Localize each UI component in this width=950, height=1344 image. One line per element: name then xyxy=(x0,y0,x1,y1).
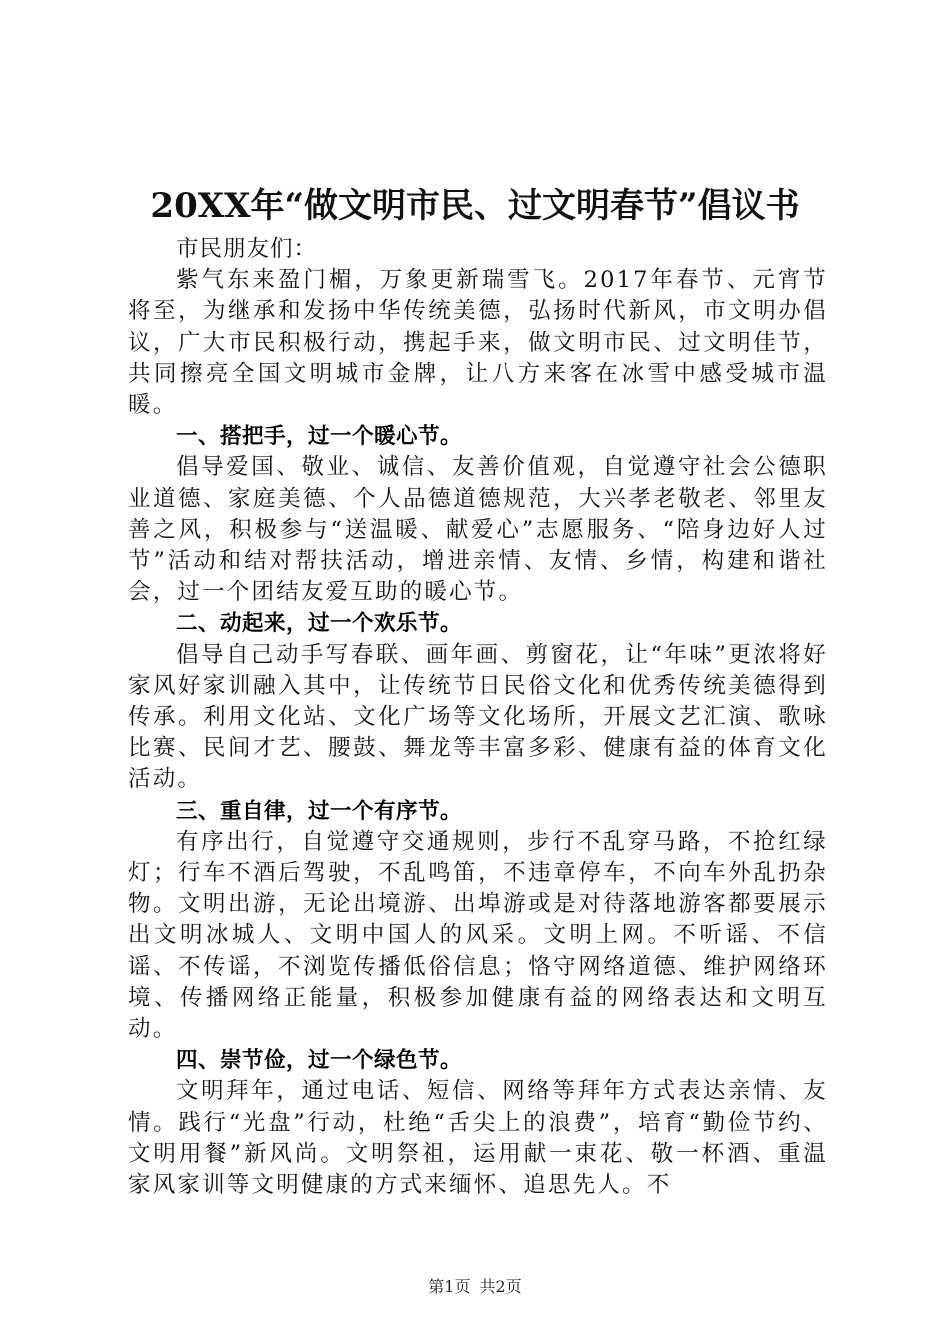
section-paragraph: 有序出行，自觉遵守交通规则，步行不乱穿马路，不抢红绿灯；行车不酒后驾驶，不乱鸣笛，不违章停车，不向车外乱扔杂物。文明出游，无论出境游、出埠游或是对待落地游客都要展示出文明冰城人、文明中国人的风采。文明上网。不听谣、不信谣、不传谣，不浏览传播低俗信息；恪守网络道德、维护网络环境、传播网络正能量，积极参加健康有益的网络表达和文明互动。 xyxy=(128,828,828,1043)
section-heading: 一、搭把手，过一个暖心节。 xyxy=(176,424,463,450)
page-number-total: 共2页 xyxy=(479,1277,522,1296)
page-number-current: 第1页 xyxy=(428,1277,471,1296)
salutation: 市民朋友们： xyxy=(176,236,318,262)
section-4 xyxy=(128,1045,828,1201)
section-paragraph: 文明拜年，通过电话、短信、网络等拜年方式表达亲情、友情。践行“光盘”行动，杜绝“舌尖上的浪费”，培育“勤俭节约、文明用餐”新风尚。文明祭祖，运用献一束花、敬一杯酒、重温家风家训等文明健康的方式来缅怀、追思先人。不 xyxy=(128,1078,828,1199)
section-1 xyxy=(128,421,828,608)
document-title: 20XX年“做文明市民、过文明春节”倡议书 xyxy=(150,186,800,226)
section-heading: 三、重自律，过一个有序节。 xyxy=(176,798,463,824)
intro-paragraph: 紫气东来盈门楣，万象更新瑞雪飞。2017年春节、元宵节将至，为继承和发扬中华传统美德，弘扬时代新风，市文明办倡议，广大市民积极行动，携起手来，做文明市民、过文明佳节，共同擦亮全国文明城市金牌，让八方来客在冰雪中感受城市温暖。 xyxy=(128,267,828,419)
section-2 xyxy=(128,608,828,795)
section-paragraph: 倡导爱国、敬业、诚信、友善价值观，自觉遵守社会公德职业道德、家庭美德、个人品德道德规范，大兴孝老敬老、邻里友善之风，积极参与“送温暖、献爱心”志愿服务、“陪身边好人过节”活动和结对帮扶活动，增进亲情、友情、乡情，构建和谐社会，过一个团结友爱互助的暖心节。 xyxy=(128,454,828,606)
section-heading: 四、崇节俭，过一个绿色节。 xyxy=(176,1048,463,1074)
section-heading: 二、动起来，过一个欢乐节。 xyxy=(176,611,463,637)
section-paragraph: 倡导自己动手写春联、画年画、剪窗花，让“年味”更浓将好家风好家训融入其中，让传统节日民俗文化和优秀传统美德得到传承。利用文化站、文化广场等文化场所，开展文艺汇演、歌咏比赛、民间才艺、腰鼓、舞龙等丰富多彩、健康有益的体育文化活动。 xyxy=(128,641,828,793)
page-footer xyxy=(0,1277,950,1297)
section-3 xyxy=(128,796,828,1046)
document-body xyxy=(128,234,828,1201)
